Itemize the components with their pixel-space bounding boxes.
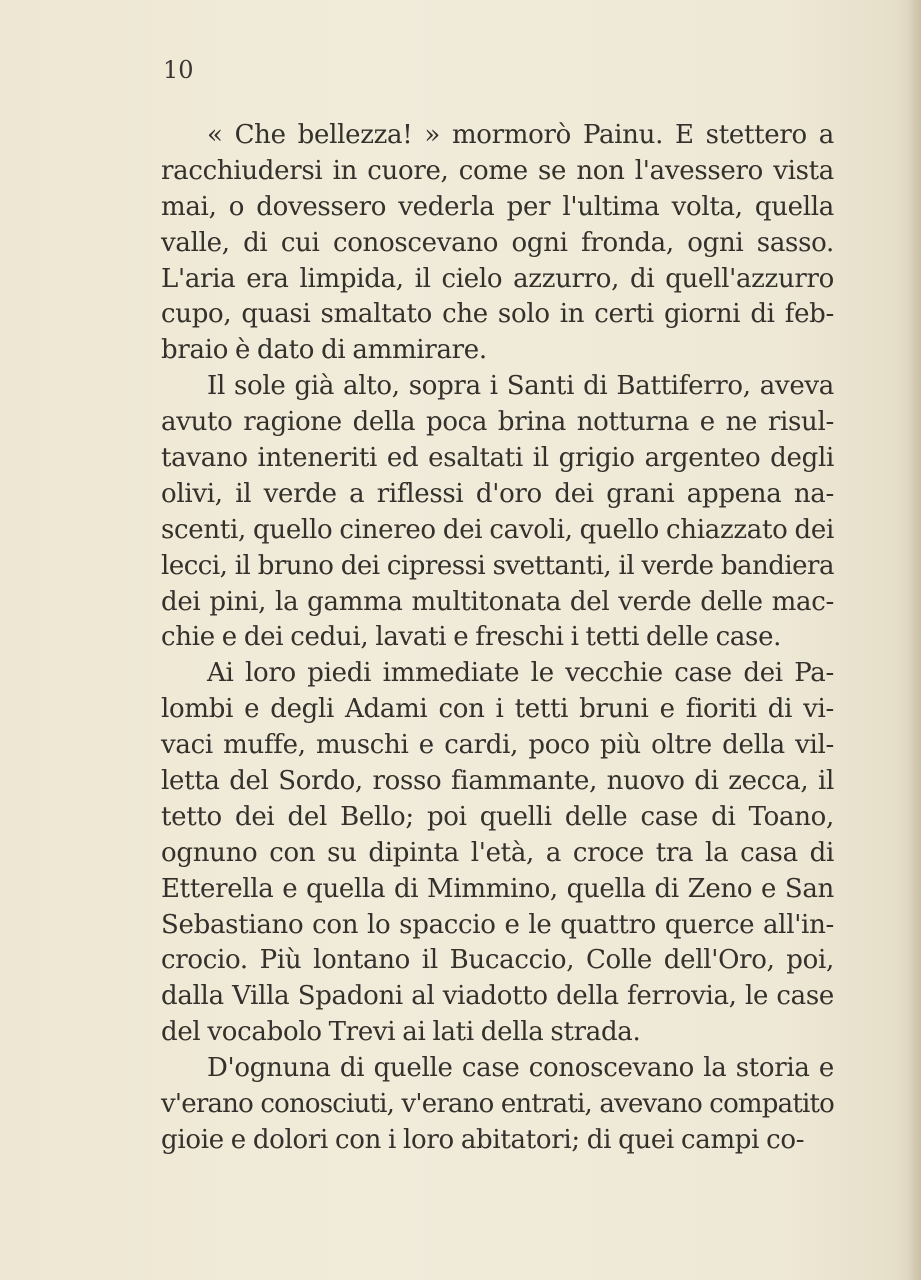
text-line: letta del Sordo, rosso fiammante, nuovo di zecca, il bbox=[161, 766, 834, 797]
paragraph bbox=[161, 1051, 834, 1159]
text-line: olivi, il verde a riflessi d'oro dei grani appena na- bbox=[161, 478, 834, 509]
text-line: tetto dei del Bello; poi quelli delle case di Toano, bbox=[161, 801, 834, 832]
text-line: v'erano conosciuti, v'erano entrati, avevano compatito bbox=[161, 1089, 834, 1120]
text-line: ognuno con su dipinta l'età, a croce tra la casa di bbox=[161, 837, 834, 868]
text-line: Sebastiano con lo spaccio e le quattro querce all'in- bbox=[161, 909, 834, 940]
text-line: Il sole già alto, sopra i Santi di Battiferro, aveva bbox=[207, 371, 834, 402]
page-number: 10 bbox=[163, 56, 194, 84]
text-line: D'ognuna di quelle case conoscevano la storia e bbox=[207, 1053, 834, 1084]
text-line: Ai loro piedi immediate le vecchie case dei Pa- bbox=[207, 658, 834, 689]
paragraph bbox=[161, 118, 834, 369]
text-line: crocio. Più lontano il Bucaccio, Colle dell'Oro, poi, bbox=[161, 945, 834, 976]
text-line: avuto ragione della poca brina notturna e ne risul- bbox=[161, 407, 834, 438]
text-line: dalla Villa Spadoni al viadotto della ferrovia, le case bbox=[161, 981, 834, 1012]
text-line: mai, o dovessero vederla per l'ultima volta, quella bbox=[161, 191, 834, 222]
text-line: lombi e degli Adami con i tetti bruni e fioriti di vi- bbox=[161, 694, 834, 725]
text-line: chie e dei cedui, lavati e freschi i tetti delle case. bbox=[161, 622, 782, 653]
text-line: Etterella e quella di Mimmino, quella di Zeno e San bbox=[161, 873, 834, 904]
paragraph bbox=[161, 656, 834, 1051]
text-line: racchiudersi in cuore, come se non l'avessero vista bbox=[161, 155, 834, 186]
text-line: tavano inteneriti ed esaltati il grigio argenteo degli bbox=[161, 443, 834, 474]
page-edge-shadow bbox=[907, 0, 921, 1280]
text-line: cupo, quasi smaltato che solo in certi giorni di feb- bbox=[161, 299, 834, 330]
text-line: L'aria era limpida, il cielo azzurro, di quell'azzurro bbox=[161, 263, 834, 294]
text-line: lecci, il bruno dei cipressi svettanti, il verde bandiera bbox=[161, 550, 834, 581]
text-line: del vocabolo Trevi ai lati della strada. bbox=[161, 1017, 641, 1048]
paragraph bbox=[161, 369, 834, 656]
text-line: braio è dato di ammirare. bbox=[161, 335, 487, 366]
text-line: vaci muffe, muschi e cardi, poco più oltre della vil- bbox=[161, 730, 834, 761]
text-line: « Che bellezza! » mormorò Painu. E stettero a bbox=[207, 120, 834, 150]
body-text bbox=[161, 118, 834, 1159]
text-line: dei pini, la gamma multitonata del verde delle mac- bbox=[161, 586, 834, 617]
text-line: valle, di cui conoscevano ogni fronda, ogni sasso. bbox=[161, 227, 834, 258]
text-line: scenti, quello cinereo dei cavoli, quello chiazzato dei bbox=[161, 514, 834, 545]
text-line: gioie e dolori con i loro abitatori; di quei campi co- bbox=[161, 1124, 805, 1155]
